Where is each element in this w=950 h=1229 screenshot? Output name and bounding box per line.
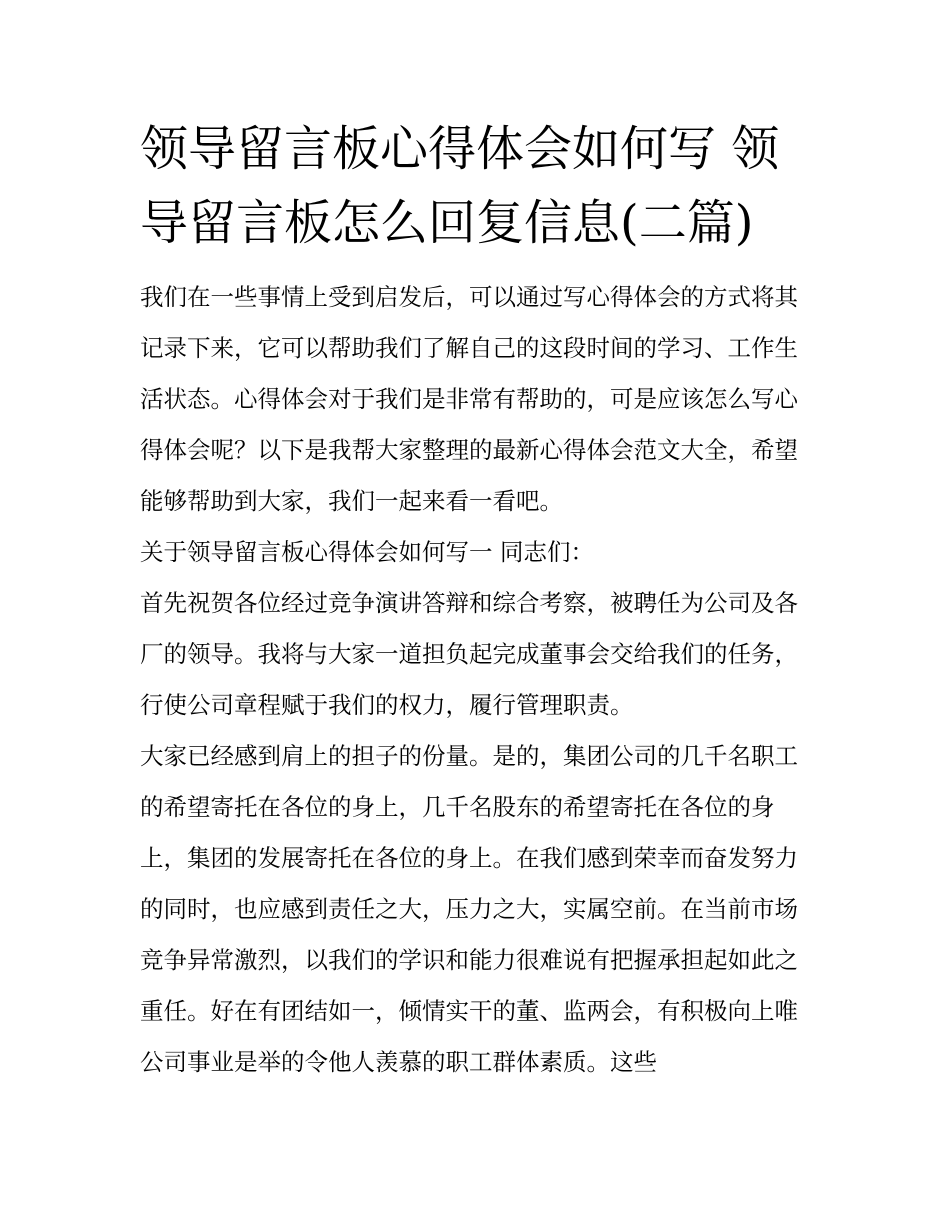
paragraph-heading: 关于领导留言板心得体会如何写一 同志们： bbox=[140, 538, 594, 566]
document-title: 领导留言板心得体会如何写 领导留言板怎么回复信息(二篇) bbox=[140, 121, 780, 251]
paragraph-intro: 我们在一些事情上受到启发后，可以通过写心得体会的方式将其记录下来，它可以帮助我们了解自己的这段时间的学习、工作生活状态。心得体会对于我们是非常有帮助的，可是应该怎么写心得体会呢？以下是我帮大家整理的最新心得体会范文大全，希望能够帮助到大家，我们一起来看一看吧。 bbox=[140, 283, 798, 515]
document-page bbox=[140, 112, 812, 1088]
paragraph-responsibility: 大家已经感到肩上的担子的份量。是的，集团公司的几千名职工的希望寄托在各位的身上，几千名股东的希望寄托在各位的身上，集团的发展寄托在各位的身上。在我们感到荣幸而奋发努力的同时，也应感到责任之大，压力之大，实属空前。在当前市场竞争异常激烈，以我们的学识和能力很难说有把握承担起如此之重任。好在有团结如一，倾情实干的董、监两会，有积极向上唯公司事业是举的令他人羡慕的职工群体素质。这些 bbox=[140, 742, 798, 1076]
paragraph-congratulations: 首先祝贺各位经过竞争演讲答辩和综合考察，被聘任为公司及各厂的领导。我将与大家一道担负起完成董事会交给我们的任务，行使公司章程赋于我们的权力，履行管理职责。 bbox=[140, 589, 798, 719]
